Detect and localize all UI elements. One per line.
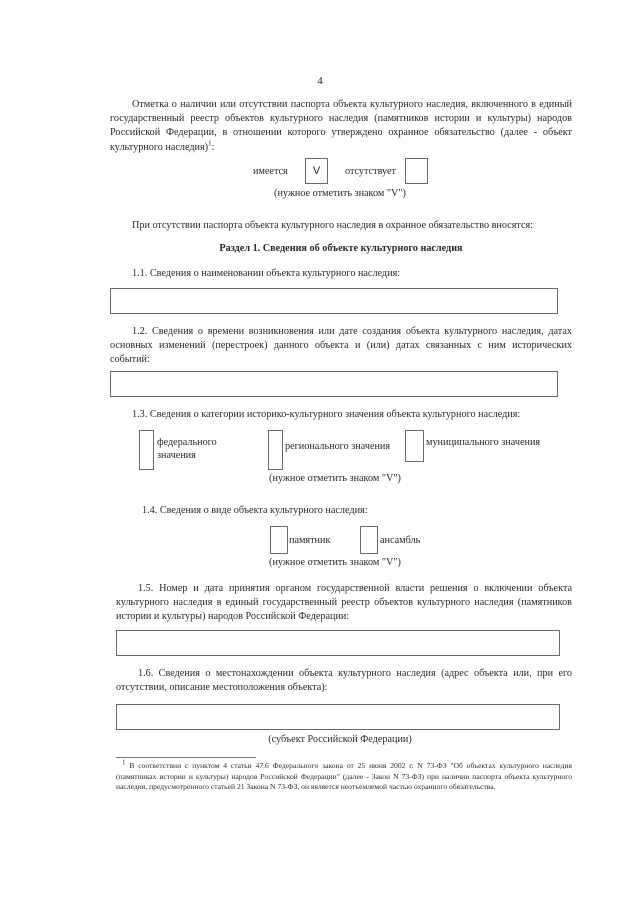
page-number: 4 <box>317 75 323 87</box>
footnote-ref: 1 <box>208 139 212 148</box>
passport-has-checkbox[interactable]: V <box>305 158 328 184</box>
footnote-divider <box>116 757 256 758</box>
category-regional-checkbox[interactable] <box>268 430 283 470</box>
category-hint: (нужное отметить знаком "V") <box>269 473 401 484</box>
s1-4-label: 1.4. Сведения о виде объекта культурного наследия: <box>142 505 368 516</box>
passport-absent-checkbox[interactable] <box>405 158 428 184</box>
footnote-number: 1 <box>122 758 126 767</box>
category-municipal-checkbox[interactable] <box>405 430 424 462</box>
s1-6-label: 1.6. Сведения о местонахождении объекта культурного наследия (адрес объекта или, при его отсутствии, описание местоположения объекта): <box>116 668 572 694</box>
type-hint: (нужное отметить знаком "V") <box>269 557 401 568</box>
s1-2-label: 1.2. Сведения о времени возникновения или дате создания объекта культурного наследия, датах основных изменений (перестроек) данного объекта и (или) датах связанных с ним исторических событий: <box>110 326 572 366</box>
type-monument-label: памятник <box>289 535 331 546</box>
type-monument-checkbox[interactable] <box>270 526 288 554</box>
location-field[interactable] <box>116 704 560 730</box>
registry-decision-field[interactable] <box>116 630 560 656</box>
s1-5-label: 1.5. Номер и дата принятия органом государственной власти решения о включении объекта культурного наследия в единый государственный реестр объектов культурного наследия (памятников истории и культуры) народов Российской Федерации: <box>116 583 572 623</box>
passport-suffix: : <box>211 141 215 153</box>
location-caption: (субъект Российской Федерации) <box>268 734 412 745</box>
passport-option-absent-label: отсутствует <box>345 166 396 177</box>
s1-1-label: 1.1. Сведения о наименовании объекта культурного наследия: <box>132 268 401 279</box>
section-title: Раздел 1. Сведения об объекте культурного наследия <box>219 243 463 254</box>
passport-paragraph <box>110 98 572 155</box>
absence-note: При отсутствии паспорта объекта культурного наследия в охранное обязательство вносятся: <box>132 220 534 231</box>
creation-date-field[interactable] <box>110 371 558 397</box>
type-ensemble-checkbox[interactable] <box>360 526 378 554</box>
type-ensemble-label: ансамбль <box>380 535 421 546</box>
category-regional-label: регионального значения <box>285 441 391 452</box>
s1-3-label: 1.3. Сведения о категории историко-культурного значения объекта культурного наследия: <box>132 409 521 420</box>
category-federal-checkbox[interactable] <box>139 430 154 470</box>
passport-hint: (нужное отметить знаком "V") <box>274 188 406 199</box>
footnote-text: В соответствии с пунктом 4 статьи 47.6 Федерального закона от 25 июня 2002 г. N 73-ФЗ "Об объектах культурного наследия (памятниках истории и культуры) народов Российской Федерации" (далее - Закон N 73-ФЗ) при наличии паспорта объекта культурного наследия, предусмотренного статьей 21 Закона N 73-ФЗ, он является неотъемлемой частью охранного обязательства. <box>116 761 572 792</box>
passport-text: Отметка о наличии или отсутствии паспорта объекта культурного наследия, включенного в единый государственный реестр объектов культурного наследия (памятников истории и культуры) народов Российской Федерации, в отношении которого утверждено охранное обязательство (далее - объект культурного наследия) <box>110 99 572 153</box>
category-federal-label: федерального значения <box>157 437 217 461</box>
footnote <box>116 758 572 793</box>
passport-option-has-label: имеется <box>253 166 288 177</box>
object-name-field[interactable] <box>110 288 558 314</box>
category-municipal-label: муниципального значения <box>426 437 541 448</box>
